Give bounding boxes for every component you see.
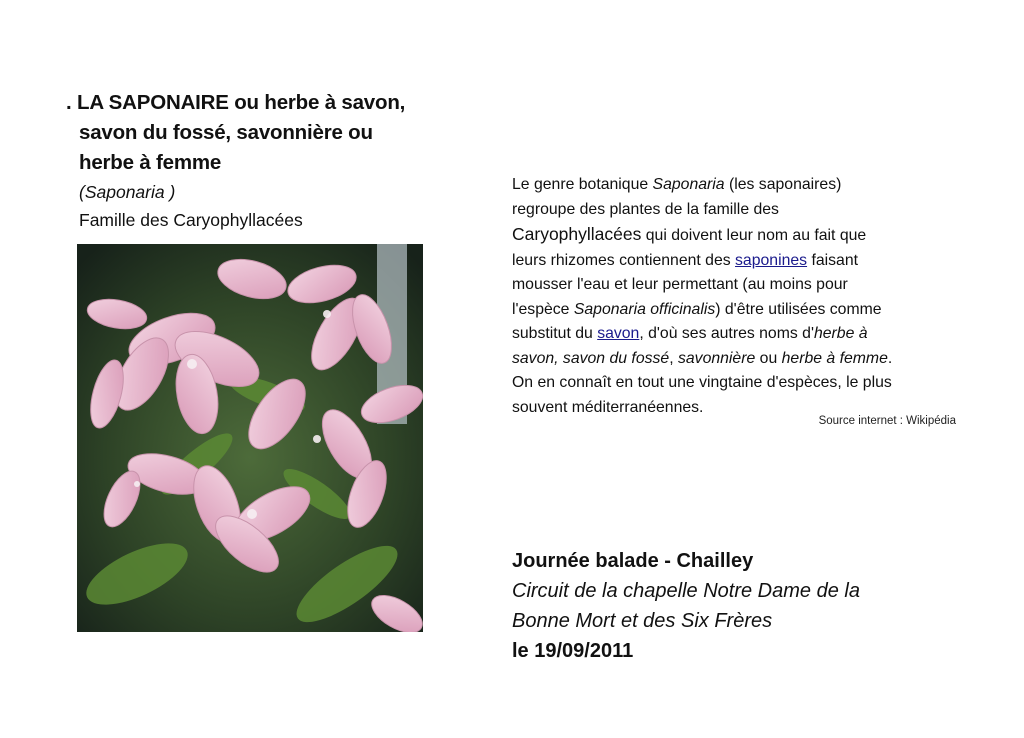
desc-line: substitut du savon, d'où ses autres noms d'herbe à (512, 325, 868, 342)
event-block (512, 546, 972, 666)
event-date: le 19/09/2011 (512, 640, 634, 662)
title-block (66, 88, 446, 234)
title-line-2: savon du fossé, savonnière ou (79, 121, 373, 144)
family-name: Famille des Caryophyllacées (79, 210, 303, 230)
soapwort-flower-photo (77, 244, 423, 632)
description-text (512, 173, 962, 420)
source-credit: Source internet : Wikipédia (818, 415, 956, 427)
desc-line: savon, savon du fossé, savonnière ou herbe à femme. (512, 349, 893, 367)
desc-line: leurs rhizomes contiennent des saponines faisant (512, 251, 858, 269)
title-line-3: herbe à femme (79, 151, 222, 174)
desc-line: regroupe des plantes de la famille des (512, 200, 779, 218)
desc-line: On en connaît en tout une vingtaine d'espèces, le plus (512, 374, 892, 391)
desc-line: Caryophyllacées qui doivent leur nom au fait que (512, 224, 867, 244)
title-line-1: . LA SAPONAIRE ou herbe à savon, (66, 91, 406, 114)
desc-line: Le genre botanique Saponaria (les saponaires) (512, 176, 842, 193)
event-circuit-line-1: Circuit de la chapelle Notre Dame de la (512, 580, 860, 602)
event-title: Journée balade - Chailley (512, 550, 754, 572)
saponines-link[interactable]: saponines (735, 251, 808, 269)
desc-line: mousser l'eau et leur permettant (au moins pour (512, 276, 848, 293)
desc-line: l'espèce Saponaria officinalis) d'être utilisées comme (512, 300, 882, 318)
desc-line: souvent méditerranéennes. (512, 398, 704, 416)
savon-link[interactable]: savon (597, 325, 640, 342)
event-circuit-line-2: Bonne Mort et des Six Frères (512, 610, 773, 632)
latin-name: (Saponaria ) (79, 182, 176, 202)
